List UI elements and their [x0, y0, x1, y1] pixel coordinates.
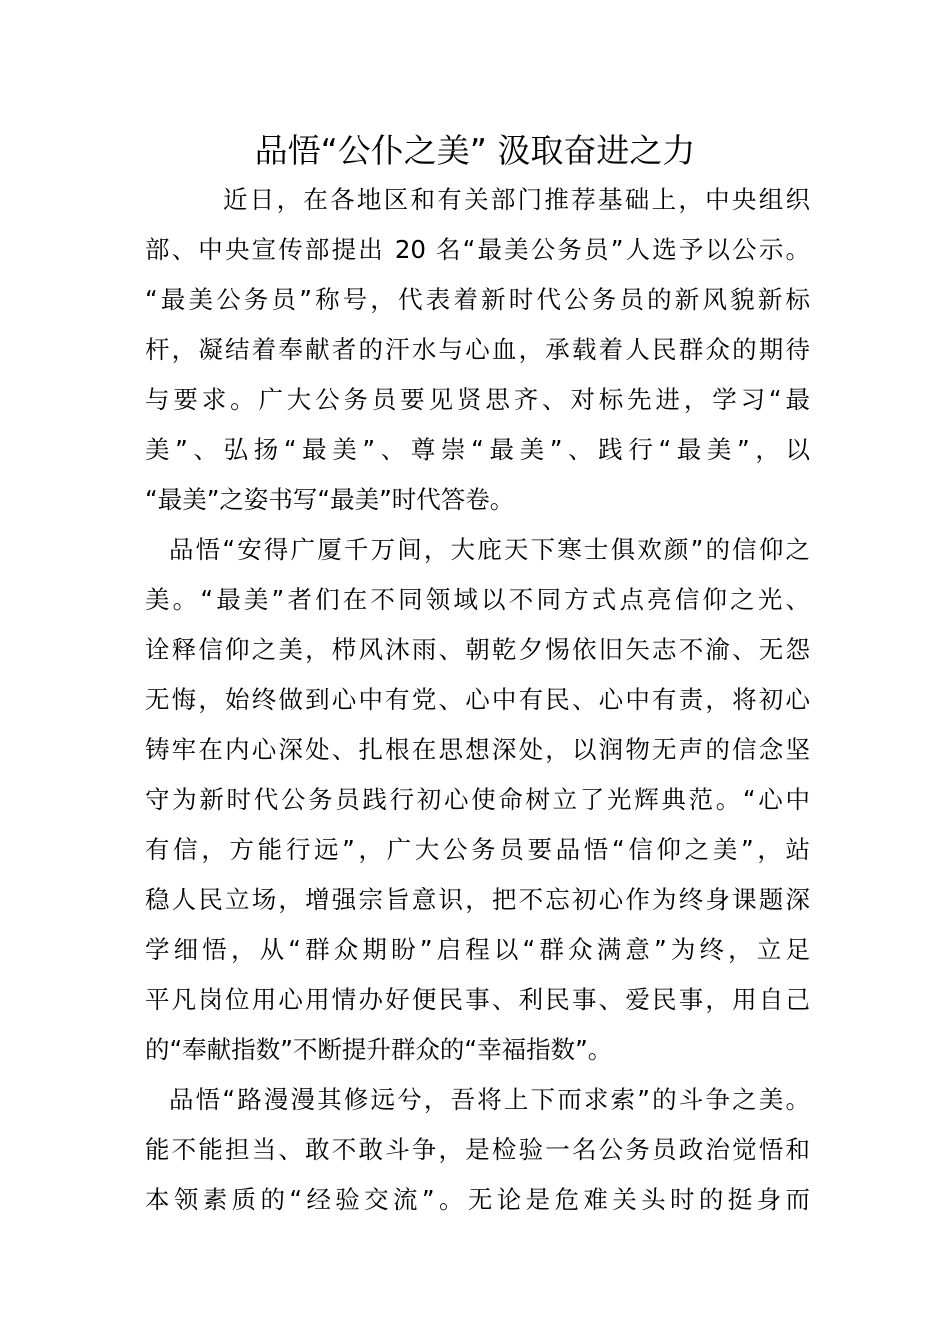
paragraph-1-line-5: 与要求。广大公务员要见贤思齐、对标先进，学习“最 — [145, 385, 810, 414]
document-title: 品悟“公仆之美” 汲取奋进之力 — [254, 131, 696, 170]
paragraph-2-line-9: 学细悟，从“群众期盼”启程以“群众满意”为终，立足 — [145, 935, 810, 964]
paragraph-2-line-11: 的“奉献指数”不断提升群众的“幸福指数”。 — [145, 1035, 613, 1064]
paragraph-1-line-2: 部、中央宣传部提出 20 名“最美公务员”人选予以公示。 — [145, 235, 810, 264]
paragraph-3-line-2: 能不能担当、敢不敢斗争，是检验一名公务员政治觉悟和 — [145, 1135, 810, 1164]
document-body — [145, 175, 810, 1225]
paragraph-1-line-4: 杆，凝结着奉献者的汗水与心血，承载着人民群众的期待 — [145, 335, 810, 364]
paragraph-1-line-1: 近日，在各地区和有关部门推荐基础上，中央组织 — [223, 185, 810, 214]
paragraph-2-line-1: 品悟“安得广厦千万间，大庇天下寒士俱欢颜”的信仰之 — [169, 535, 810, 564]
paragraph-2-line-5: 铸牢在内心深处、扎根在思想深处，以润物无声的信念坚 — [145, 735, 810, 764]
paragraph-2-line-2: 美。“最美”者们在不同领域以不同方式点亮信仰之光、 — [145, 585, 810, 614]
paragraph-3-line-3: 本领素质的“经验交流”。无论是危难关头时的挺身而 — [145, 1185, 810, 1214]
paragraph-1-line-3: “最美公务员”称号，代表着新时代公务员的新风貌新标 — [145, 285, 810, 314]
paragraph-2-line-10: 平凡岗位用心用情办好便民事、利民事、爱民事，用自己 — [145, 985, 810, 1014]
paragraph-3-line-1: 品悟“路漫漫其修远兮，吾将上下而求索”的斗争之美。 — [169, 1085, 810, 1114]
paragraph-1-line-6: 美”、弘扬“最美”、尊崇“最美”、践行“最美”，以 — [145, 435, 810, 464]
paragraph-1-line-7: “最美”之姿书写“最美”时代答卷。 — [145, 485, 515, 514]
paragraph-2-line-6: 守为新时代公务员践行初心使命树立了光辉典范。“心中 — [145, 785, 810, 814]
paragraph-2-line-3: 诠释信仰之美，栉风沐雨、朝乾夕惕依旧矢志不渝、无怨 — [145, 635, 810, 664]
paragraph-2-line-7: 有信，方能行远”，广大公务员要品悟“信仰之美”，站 — [145, 835, 810, 864]
paragraph-2-line-4: 无悔，始终做到心中有党、心中有民、心中有责，将初心 — [145, 685, 810, 714]
paragraph-2-line-8: 稳人民立场，增强宗旨意识，把不忘初心作为终身课题深 — [145, 885, 810, 914]
